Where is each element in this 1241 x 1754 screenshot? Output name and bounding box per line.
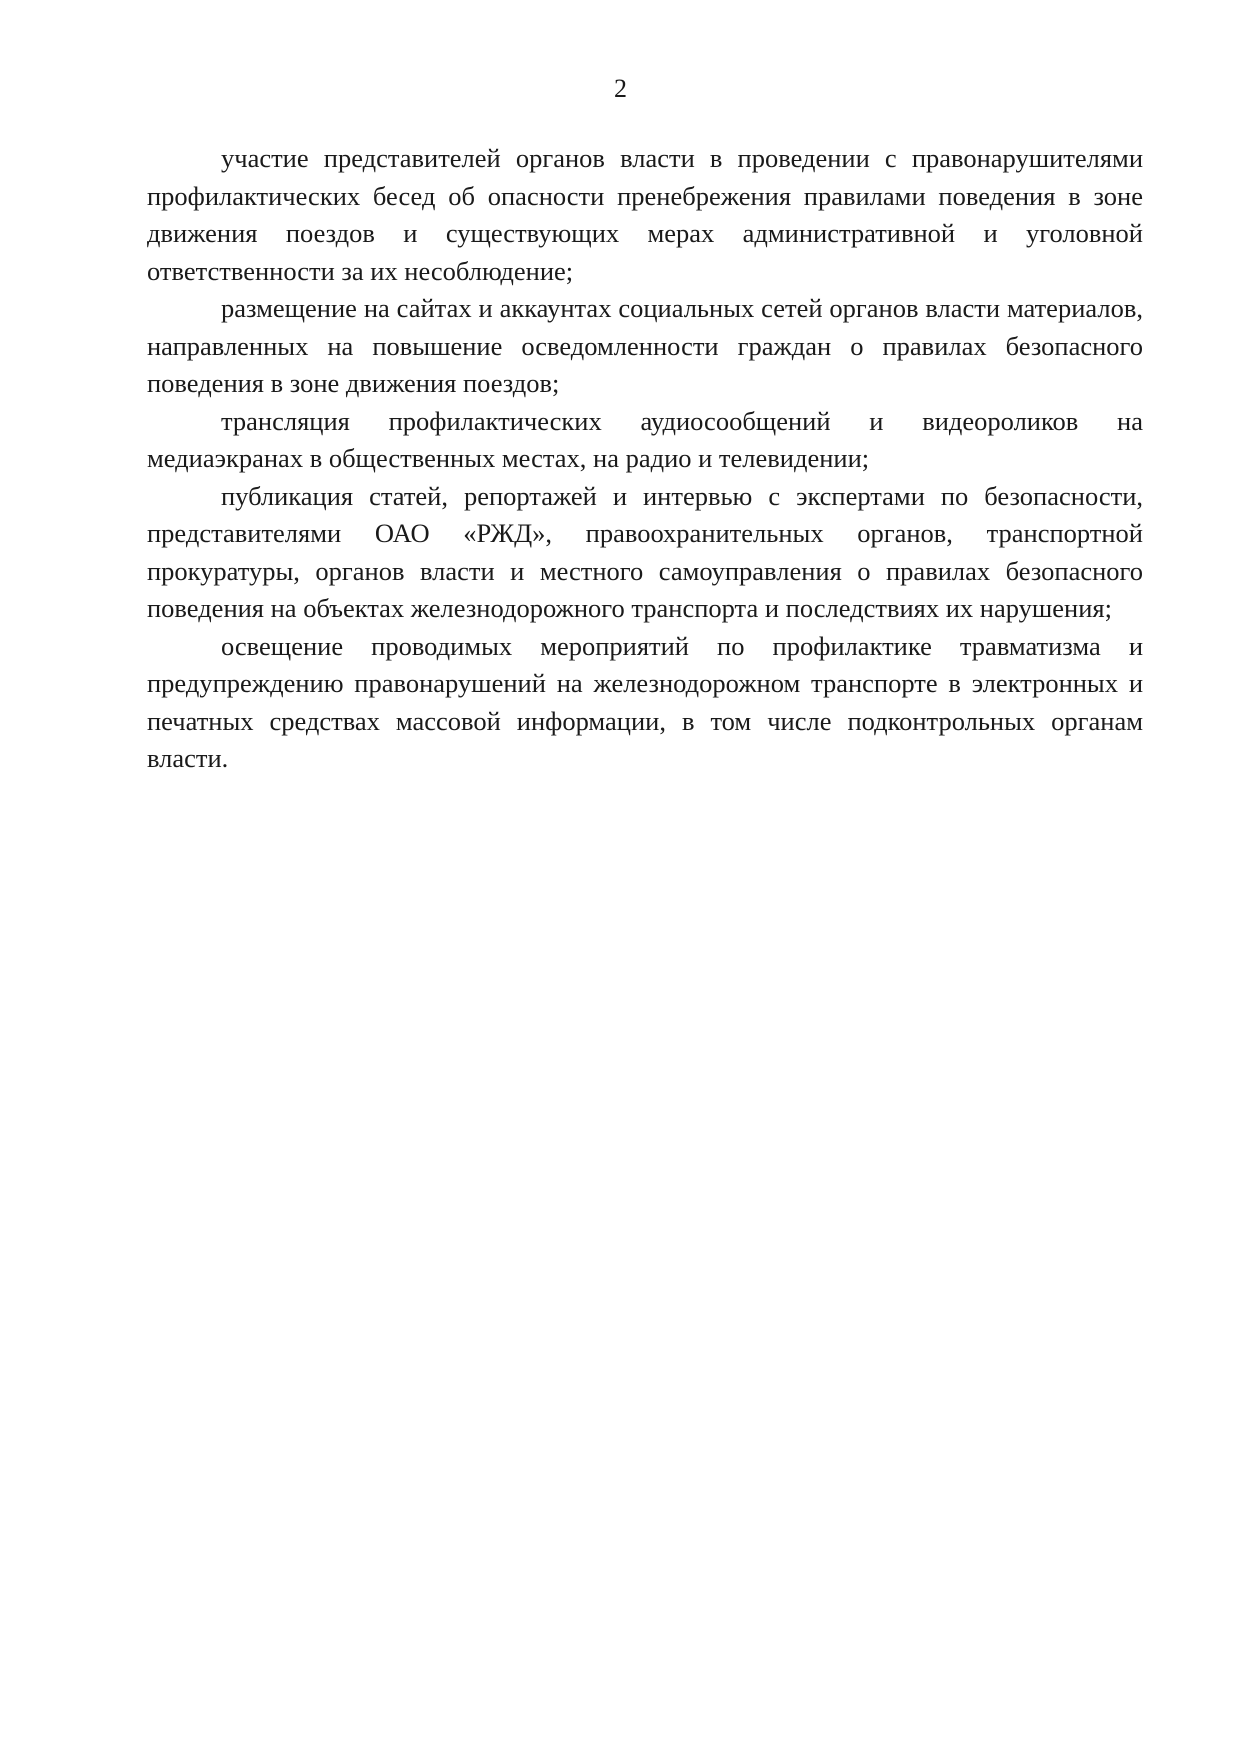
paragraph-social-media-materials: размещение на сайтах и аккаунтах социальных сетей органов власти материалов, направленных на повышение осведомленности граждан о правилах безопасного поведения в зоне движения поездов; — [147, 293, 1143, 398]
page-number: 2 — [614, 74, 627, 103]
paragraph-audio-video-broadcast: трансляция профилактических аудиосообщений и видеороликов на медиаэкранах в общественных местах, на радио и телевидении; — [147, 405, 1143, 473]
paragraph-media-coverage: освещение проводимых мероприятий по профилактике травматизма и предупреждению правонарушений на железнодорожном транспорте в электронных и печатных средствах массовой информации, в том числе подконтрольных органам власти. — [147, 630, 1143, 773]
paragraph-publications: публикация статей, репортажей и интервью с экспертами по безопасности, представителями ОАО «РЖД», правоохранительных органов, транспортной прокуратуры, органов власти и местного самоуправления о правилах безопасного поведения на объектах железнодорожного транспорта и последствиях их нарушения; — [147, 480, 1143, 623]
document-body — [147, 140, 1143, 778]
paragraph-officials-participation: участие представителей органов власти в проведении с правонарушителями профилактических бесед об опасности пренебрежения правилами поведения в зоне движения поездов и существующих мерах административной и уголовной ответственности за их несоблюдение; — [147, 143, 1143, 286]
